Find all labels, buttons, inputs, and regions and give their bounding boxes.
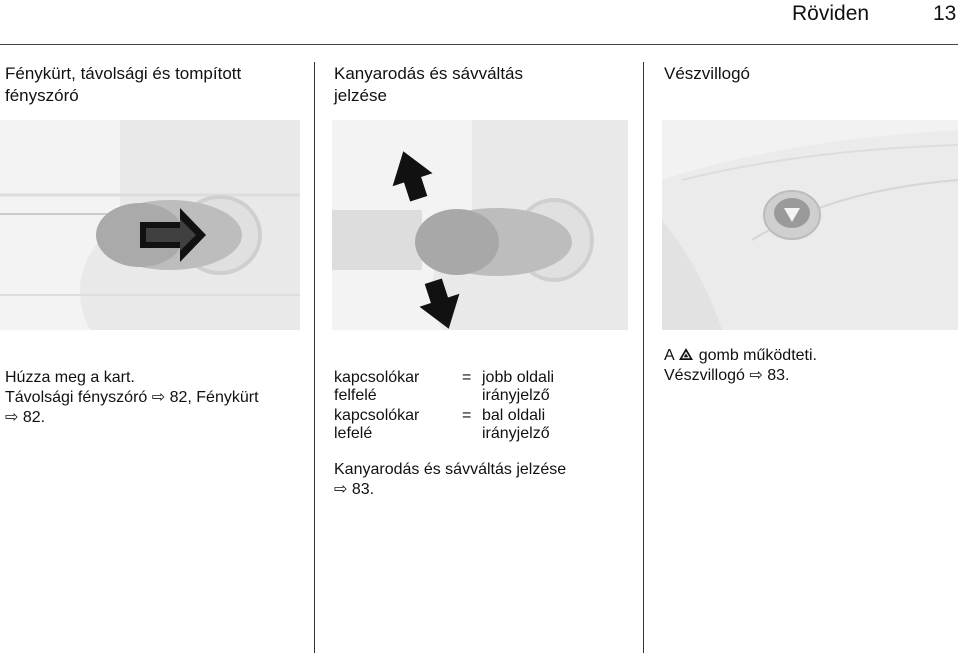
light-stalk-illustration [0, 120, 300, 330]
column-footer: Kanyarodás és sávváltás jelzése ⇨ 83. [334, 461, 567, 498]
header-rule [0, 44, 958, 45]
column-divider [314, 62, 315, 653]
table-right-cell: jobb oldali irányjelző [482, 369, 555, 404]
table-left-cell: kapcsolókar lefelé [334, 407, 420, 442]
table-equals: = [462, 407, 472, 424]
column-heading: Kanyarodás és sávváltás jelzése [334, 64, 523, 105]
hazard-triangle-icon [678, 347, 694, 361]
hazard-button-icon [764, 191, 820, 239]
column-divider [643, 62, 644, 653]
column-body: A gomb működteti. Vészvillogó ⇨ 83. [664, 347, 817, 384]
table-equals: = [462, 369, 472, 386]
column-heading: Vészvillogó [664, 64, 750, 83]
section-title: Röviden [792, 2, 870, 25]
page-number: 13 [933, 2, 957, 25]
turn-signal-illustration [332, 120, 628, 330]
column-heading: Fénykürt, távolsági és tompított fényszóró [5, 64, 242, 105]
column-body: Húzza meg a kart. Távolsági fényszóró ⇨ 82, Fénykürt ⇨ 82. [5, 369, 259, 426]
hazard-button-illustration [662, 120, 958, 330]
table-right-cell: bal oldali irányjelző [482, 407, 550, 442]
table-left-cell: kapcsolókar felfelé [334, 369, 420, 404]
